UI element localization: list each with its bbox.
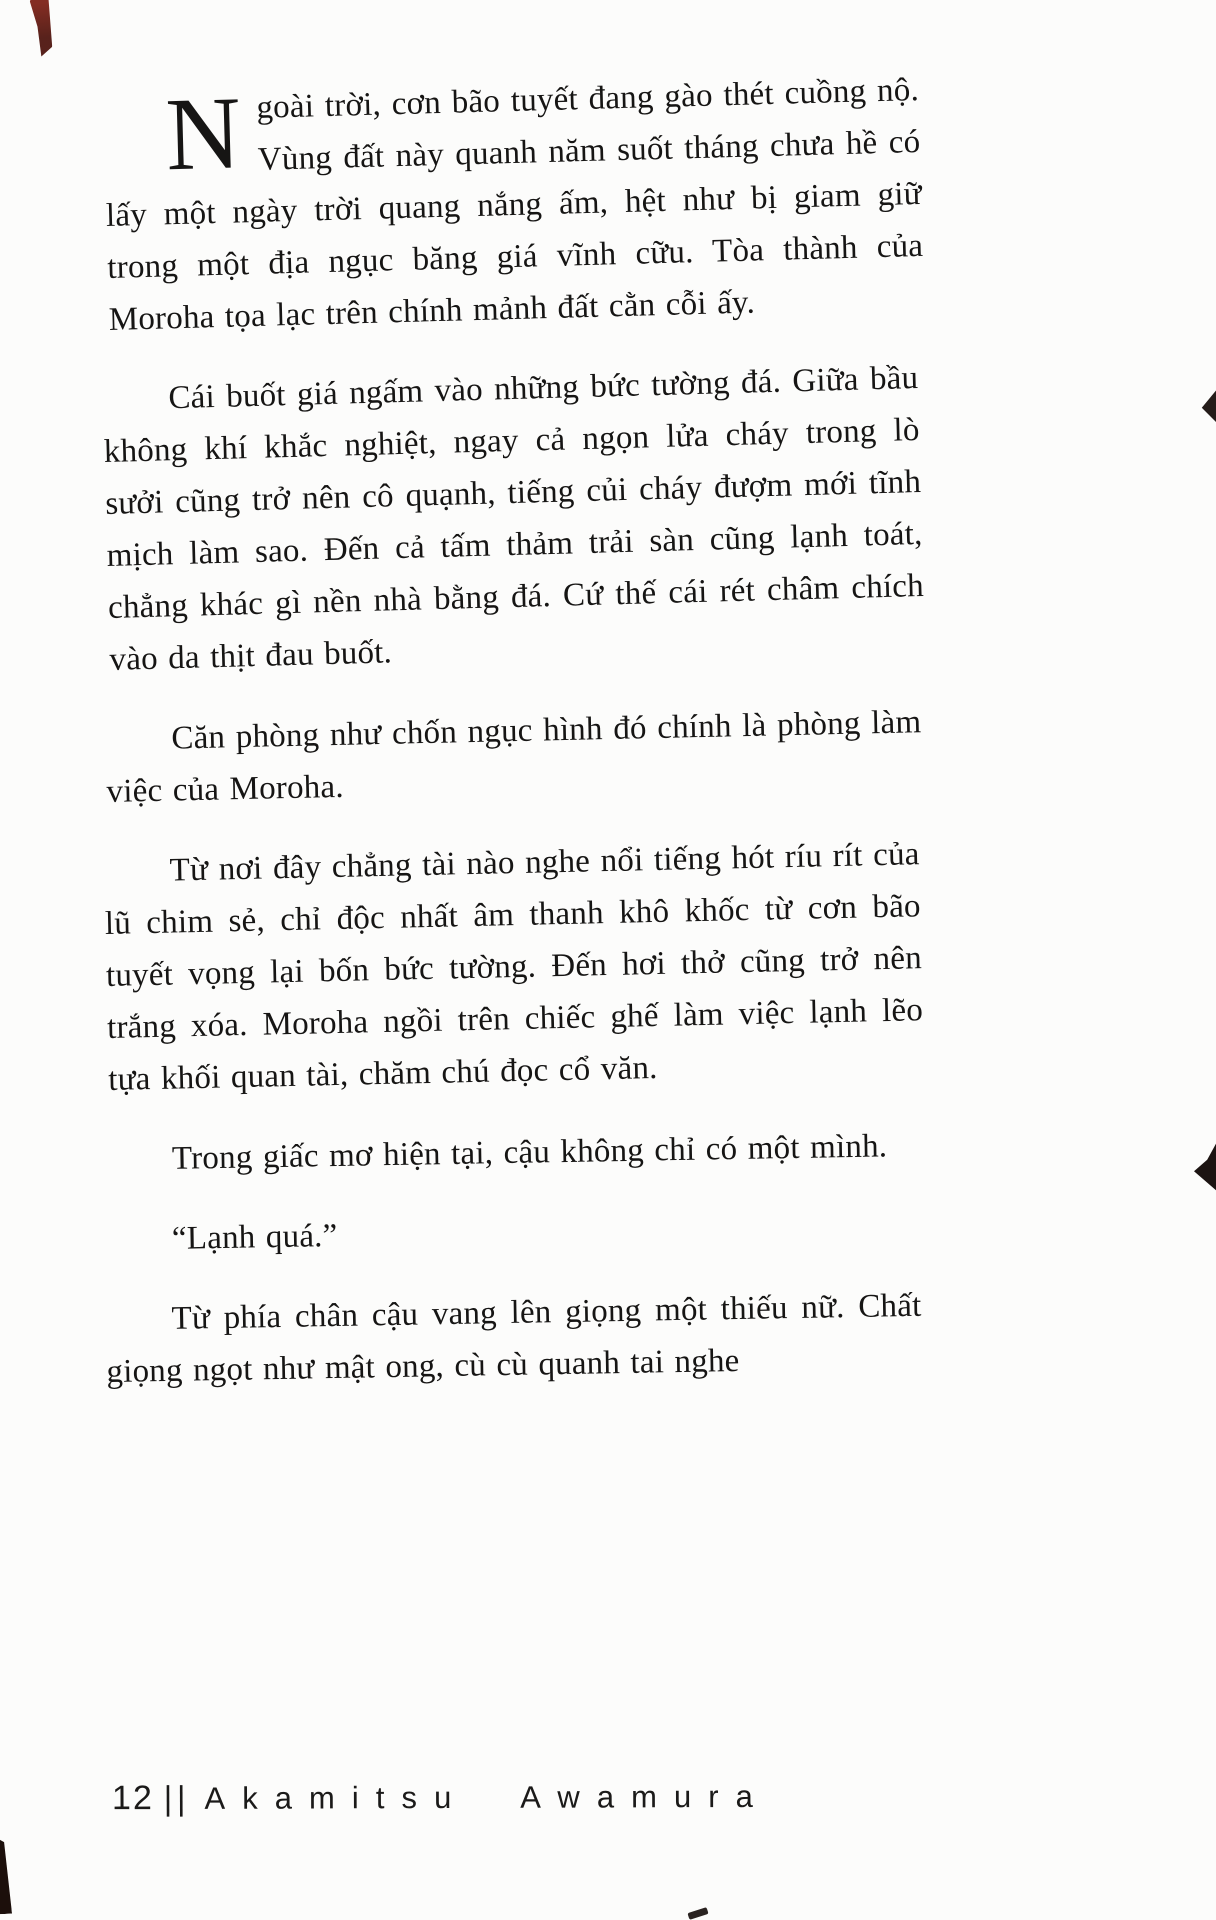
page-number: 12 bbox=[111, 1779, 154, 1818]
scan-mark-top-left bbox=[21, 0, 62, 58]
scan-mark-right-lower bbox=[1194, 1140, 1216, 1192]
paragraph-text: goài trời, cơn bão tuyết đang gào thét cuồng nộ. Vùng đất này quanh năm suốt tháng chưa hề có lấy một ngày trời quang nắng ấm, hệt như bị giam giữ trong một địa ngục băng giá vĩnh cữu. Tòa thành của Moroha tọa lạc trên chính mảnh đất cằn cỗi ấy. bbox=[105, 71, 924, 338]
author-name: Akamitsu Awamura bbox=[204, 1778, 770, 1816]
paragraph: Trong giấc mơ hiện tại, cậu không chỉ có một mình. bbox=[171, 1128, 888, 1177]
scan-mark-bottom-right bbox=[1042, 1812, 1216, 1920]
paragraph bbox=[102, 64, 925, 346]
paragraph: Căn phòng như chốn ngục hình đó chính là phòng làm việc của Moroha. bbox=[106, 704, 922, 810]
paragraph: Từ phía chân cậu vang lên giọng một thiếu nữ. Chất giọng ngọt như mật ong, cù cù quanh tai nghe bbox=[106, 1287, 922, 1390]
scan-mark-bottom-tick bbox=[687, 1907, 708, 1920]
paragraph: Từ nơi đây chẳng tài nào nghe nổi tiếng hót ríu rít của lũ chim sẻ, chỉ độc nhất âm thanh khô khốc từ cơn bão tuyết vọng lại bốn bức tường. Đến hơi thở cũng trở nên trắng xóa. Moroha ngồi trên chiếc ghế làm việc lạnh lẽo tựa khối quan tài, chăm chú đọc cổ văn. bbox=[104, 836, 924, 1098]
page-footer bbox=[112, 1777, 770, 1818]
footer-separator: || bbox=[163, 1778, 191, 1817]
dialogue-line: “Lạnh quá.” bbox=[171, 1217, 338, 1257]
text-block bbox=[103, 71, 925, 1426]
drop-cap: N bbox=[164, 75, 243, 193]
scan-mark-bottom-left bbox=[0, 1836, 12, 1915]
paragraph: Cái buốt giá ngấm vào những bức tường đá. Giữa bầu không khí khắc nghiệt, ngay cả ngọn lửa cháy trong lò sưởi cũng trở nên cô quạnh, tiếng củi cháy đượm mới tĩnh mịch làm sao. Đến cả tấm thảm trải sàn cũng lạnh toát, chẳng khác gì nền nhà bằng đá. Cứ thế cái rét châm chích vào da thịt đau buốt. bbox=[103, 359, 925, 678]
scan-mark-right-upper bbox=[1200, 388, 1216, 424]
